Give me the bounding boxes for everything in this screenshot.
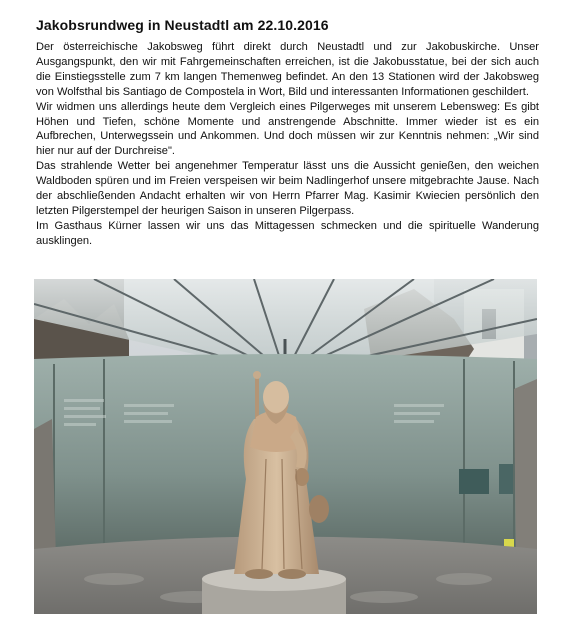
article-title: Jakobsrundweg in Neustadtl am 22.10.2016: [36, 17, 329, 33]
paragraph: Das strahlende Wetter bei angenehmer Temperatur lässt uns die Aussicht genießen, den weichen Waldboden spüren und im Freien verspeisen wir beim Nadlingerhof unsere mitgebrachte Jause. Nach der abschließenden Andacht erhalten wir von Herrn Pfarrer Mag. Kasimir Kwiecien persönlich den letzten Pilgerstempel der heurigen Saison in unseren Pilgerpass.: [36, 160, 539, 217]
photo-illustration: [34, 279, 537, 614]
article-body: [36, 40, 539, 249]
paragraph: Wir widmen uns allerdings heute dem Vergleich eines Pilgerweges mit unserem Lebensweg: Es gibt Höhen und Tiefen, schöne Momente und anstrengende Abschnitte. Immer wieder ist es ein Aufbrechen, Unterwegssein und Ankommen. Und doch müssen wir zur Kenntnis nehmen: „Wir sind hier nur auf der Durchreise".: [36, 100, 539, 158]
paragraph: Der österreichische Jakobsweg führt direkt durch Neustadtl und zur Jakobuskirche. Unser Ausgangspunkt, den wir mit Fahrgemeinschaften erreichen, ist die Jakobusstatue, bei der sich auch die Einstiegsstelle zum 7 km langen Themenweg befindet. An den 13 Stationen wird der Jakobsweg von Wolfsthal bis Santiago de Compostela in Wort, Bild und interessanten Informationen geschildert.: [36, 41, 539, 98]
pilgrim-statue-photo: [34, 279, 537, 614]
paragraph: Im Gasthaus Kürner lassen wir uns das Mittagessen schmecken und die spirituelle Wanderung ausklingen.: [36, 219, 539, 247]
